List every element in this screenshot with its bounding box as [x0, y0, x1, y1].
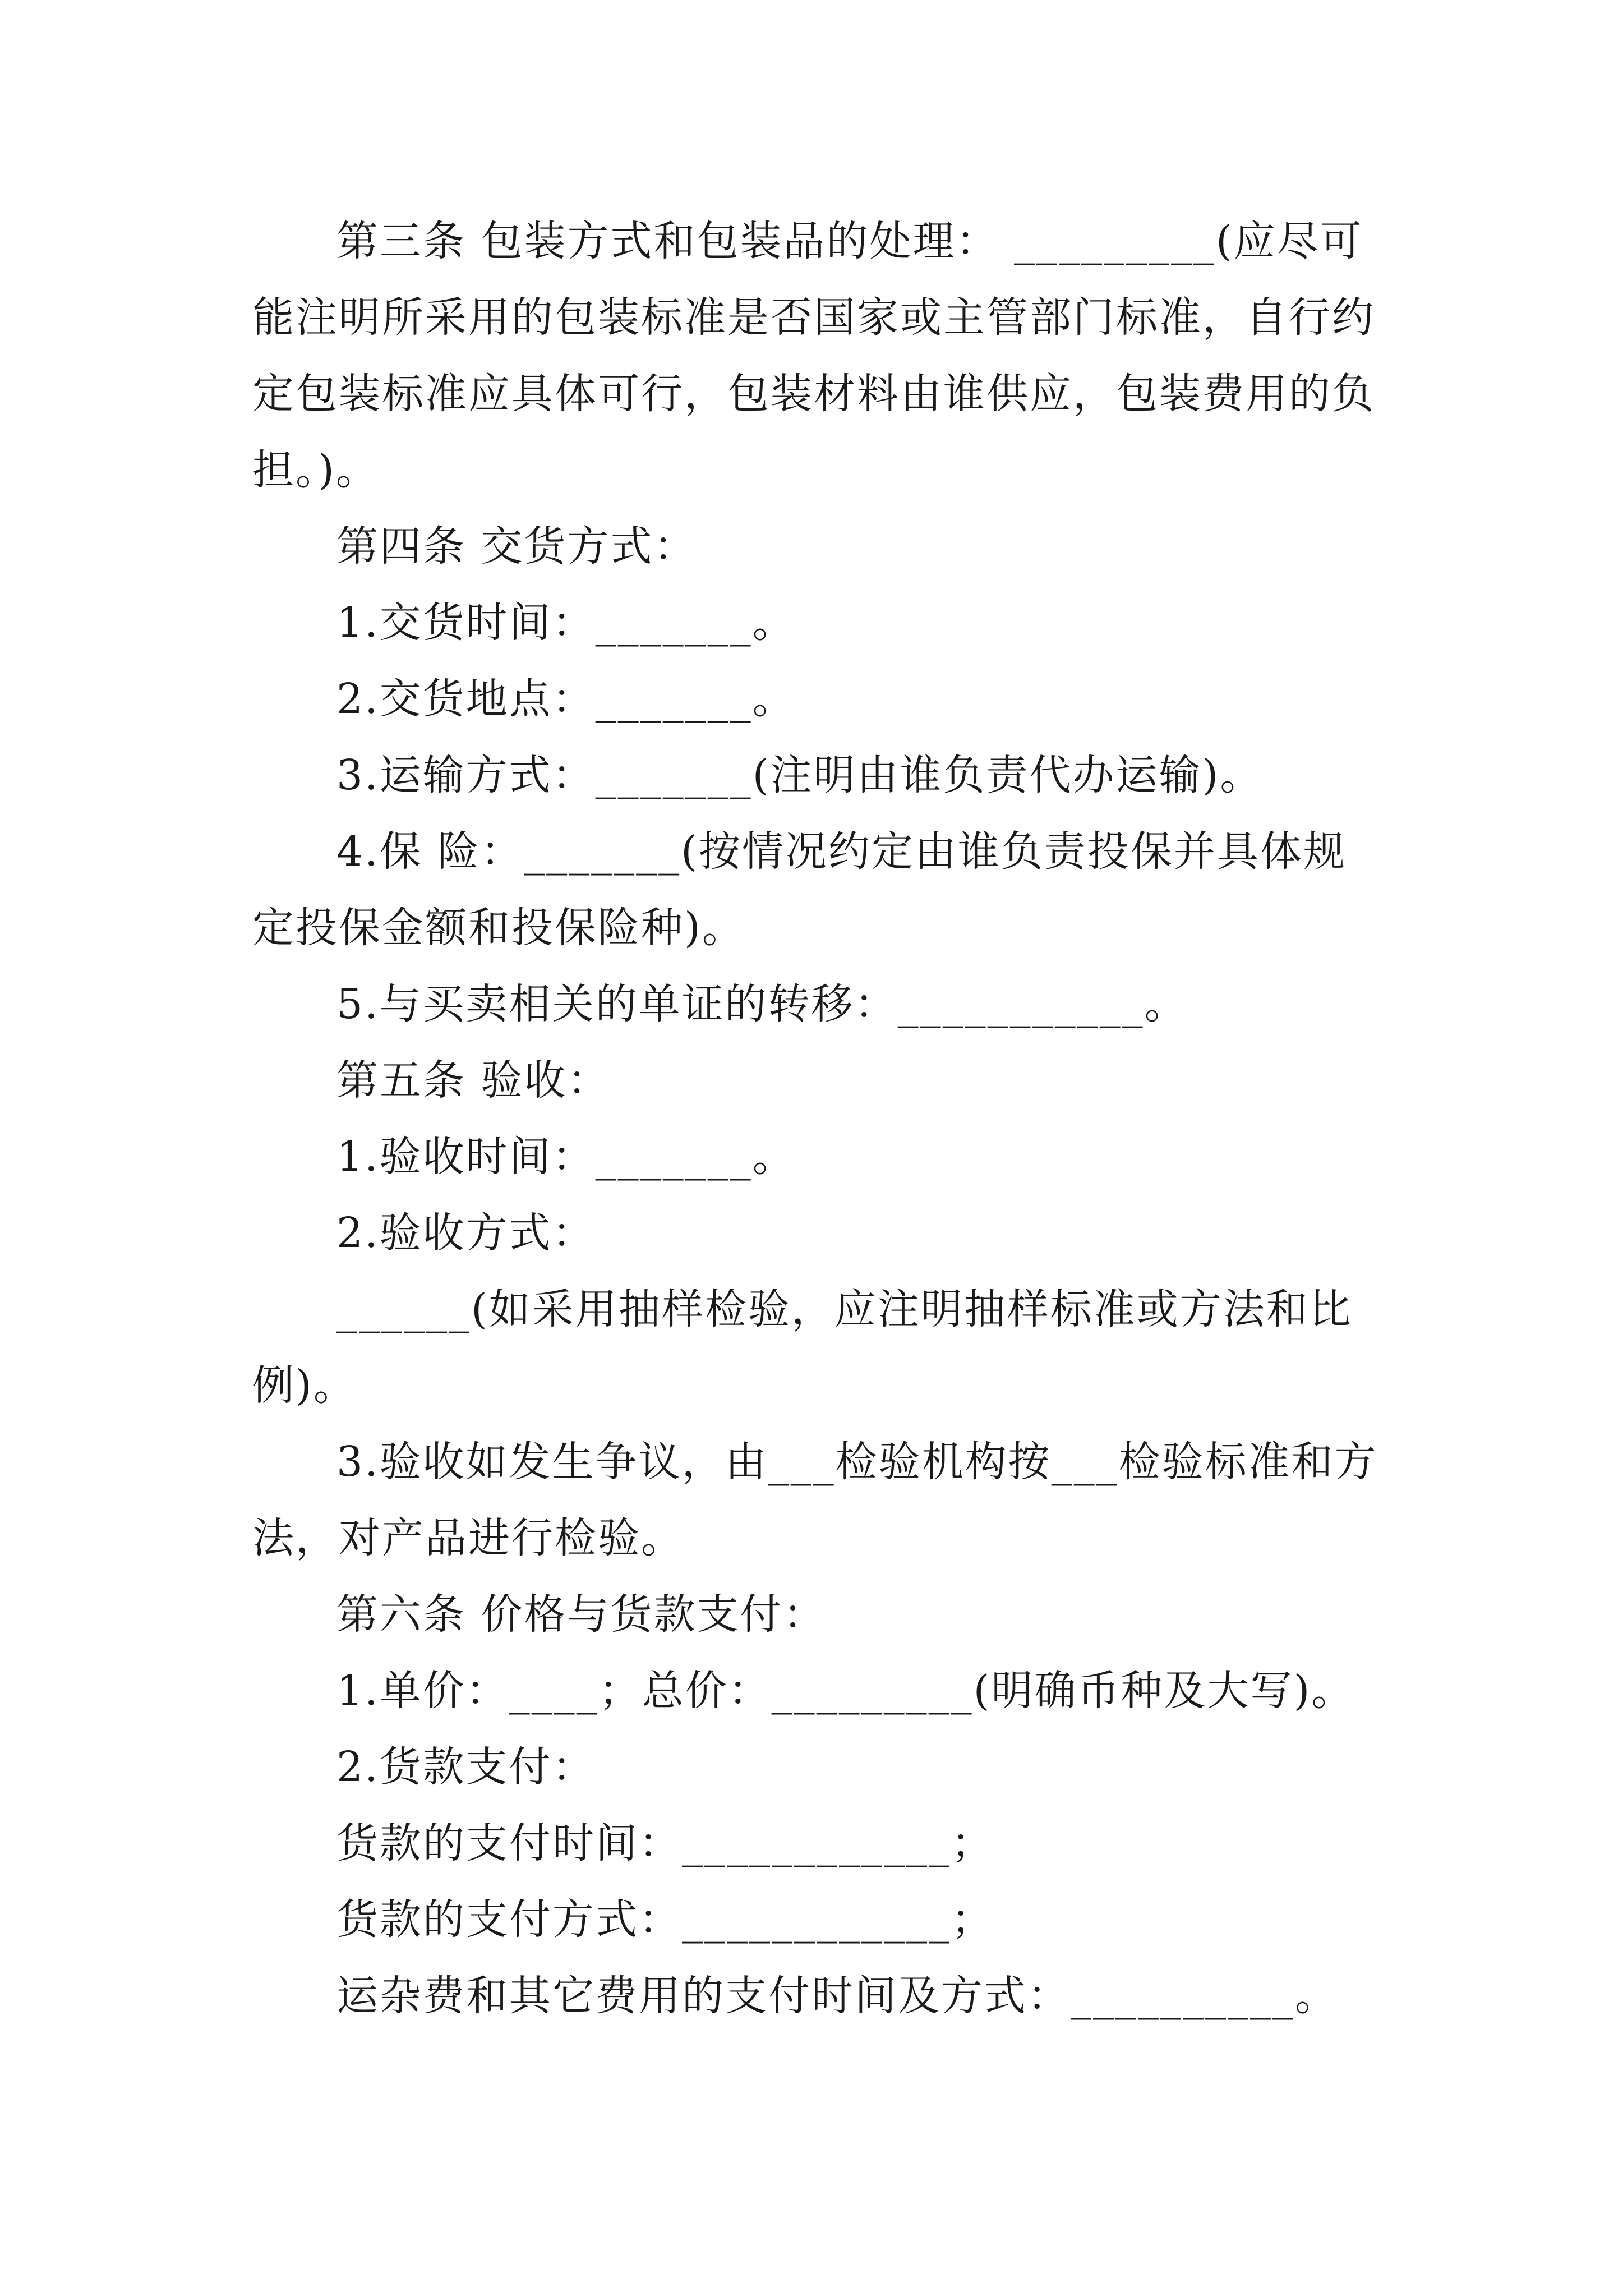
- article-3-line-1: 第三条 包装方式和包装品的处理： _________(应尽可: [336, 217, 1363, 265]
- acceptance-method-detail: ______(如采用抽样检验，应注明抽样标准或方法和比: [336, 1285, 1353, 1333]
- article-5-heading: 第五条 验收：: [336, 1056, 611, 1105]
- acceptance-method-detail-continued: 例)。: [252, 1361, 357, 1410]
- insurance-item-continued: 定投保金额和投保险种)。: [252, 904, 745, 952]
- article-3-line-4: 担。)。: [252, 446, 379, 494]
- insurance-item: 4.保 险：_______(按情况约定由谁负责投保并具体规: [336, 827, 1347, 876]
- payment-method-line: 货款的支付方式：____________；: [336, 1895, 994, 1944]
- dispute-inspection-item-continued: 法，对产品进行检验。: [252, 1514, 684, 1562]
- article-4-heading: 第四条 交货方式：: [336, 522, 697, 570]
- documents-transfer-item: 5.与买卖相关的单证的转移：___________。: [336, 980, 1188, 1028]
- delivery-place-item: 2.交货地点：_______。: [336, 675, 796, 723]
- article-6-heading: 第六条 价格与货款支付：: [336, 1590, 827, 1639]
- article-3-line-3: 定包装标准应具体可行，包装材料由谁供应，包装费用的负: [252, 370, 1375, 418]
- freight-payment-line: 运杂费和其它费用的支付时间及方式：__________。: [336, 1972, 1338, 2020]
- payment-time-line: 货款的支付时间：____________；: [336, 1819, 994, 1867]
- acceptance-time-item: 1.验收时间：_______。: [336, 1133, 796, 1181]
- payment-item: 2.货款支付：: [336, 1743, 596, 1791]
- transport-method-item: 3.运输方式：_______(注明由谁负责代办运输)。: [336, 751, 1264, 799]
- price-item: 1.单价：____；总价：_________(明确币种及大写)。: [336, 1667, 1355, 1715]
- acceptance-method-item: 2.验收方式：: [336, 1209, 596, 1257]
- delivery-time-item: 1.交货时间：_______。: [336, 599, 796, 647]
- dispute-inspection-item: 3.验收如发生争议，由___检验机构按___检验标准和方: [336, 1438, 1378, 1486]
- article-3-line-2: 能注明所采用的包装标准是否国家或主管部门标准，自行约: [252, 293, 1375, 342]
